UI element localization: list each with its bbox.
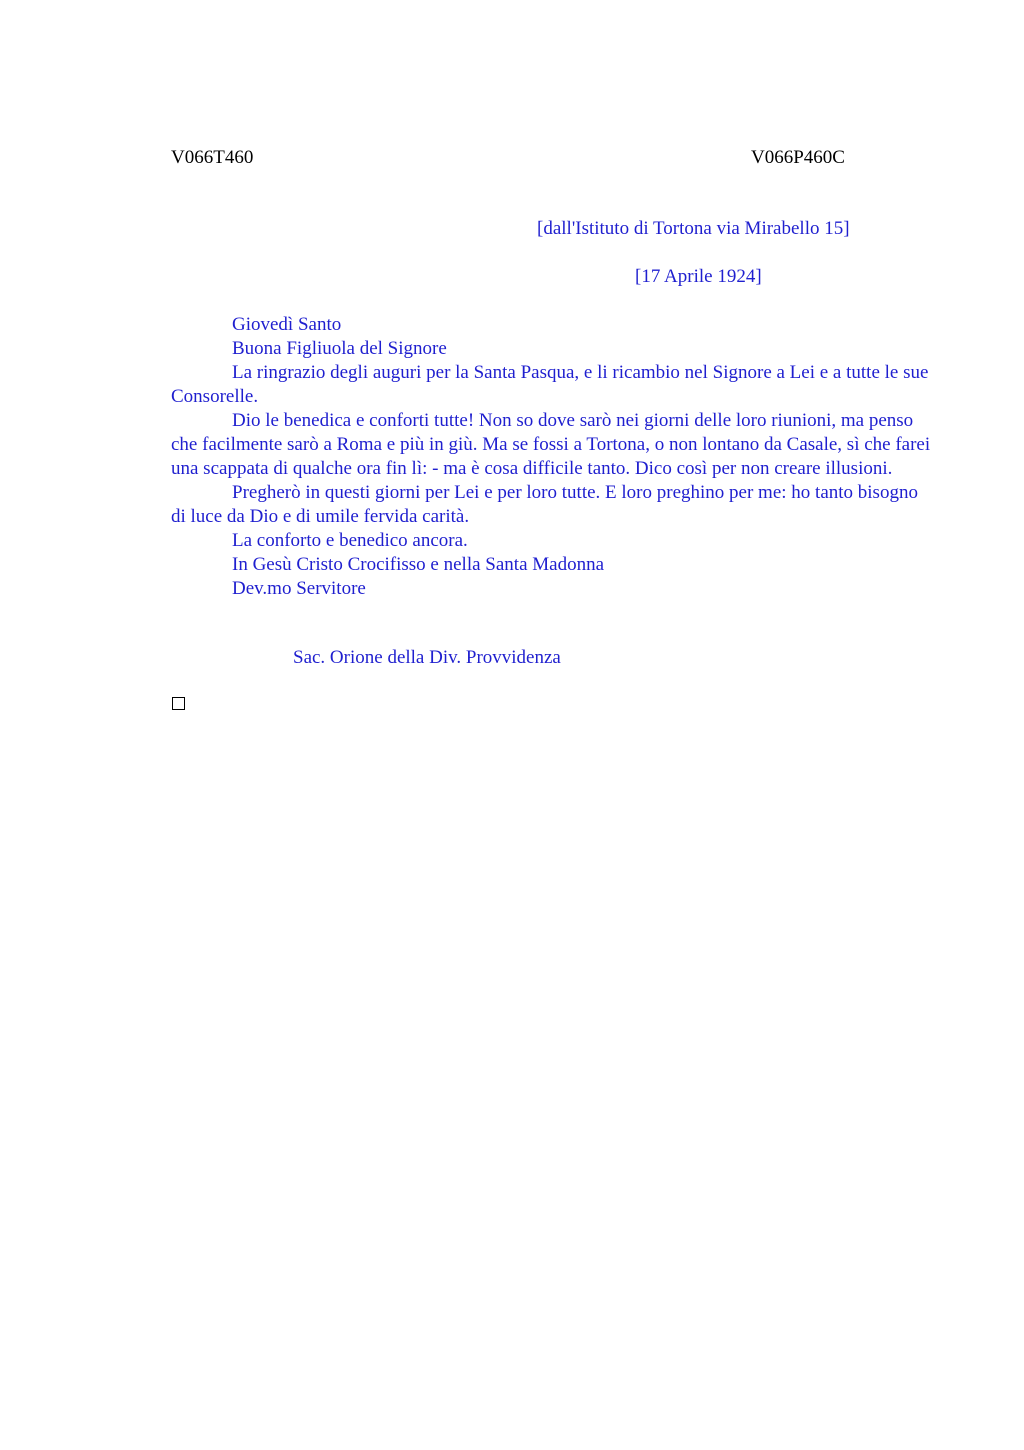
letter-closing: In Gesù Cristo Crocifisso e nella Santa Madonna (232, 554, 605, 575)
letter-closing: Dev.mo Servitore (232, 578, 366, 599)
checkbox-icon (172, 697, 185, 710)
letter-salutation: Buona Figliuola del Signore (232, 338, 447, 359)
letter-body (171, 313, 931, 601)
reference-code-right: V066P460C (751, 147, 845, 168)
letter-paragraph: Pregherò in questi giorni per Lei e per loro tutte. E loro preghino per me: ho tanto bisogno di luce da Dio e di umile fervida carità. (171, 482, 918, 527)
reference-code-left: V066T460 (171, 147, 254, 168)
letter-date: [17 Aprile 1924] (635, 266, 762, 287)
letter-paragraph: Giovedì Santo (232, 314, 342, 335)
letter-paragraph: La ringrazio degli auguri per la Santa Pasqua, e li ricambio nel Signore a Lei e a tutte le sue Consorelle. (171, 362, 929, 407)
sender-address: [dall'Istituto di Tortona via Mirabello 15] (537, 218, 850, 239)
signature: Sac. Orione della Div. Provvidenza (293, 647, 561, 668)
letter-paragraph: Dio le benedica e conforti tutte! Non so dove sarò nei giorni delle loro riunioni, ma penso che facilmente sarò a Roma e più in giù. Ma se fossi a Tortona, o non lontano da Casale, sì che farei una scappata di qualche ora fin lì: - ma è cosa difficile tanto. Dico così per non creare illusioni. (171, 410, 931, 479)
letter-paragraph: La conforto e benedico ancora. (232, 530, 468, 551)
